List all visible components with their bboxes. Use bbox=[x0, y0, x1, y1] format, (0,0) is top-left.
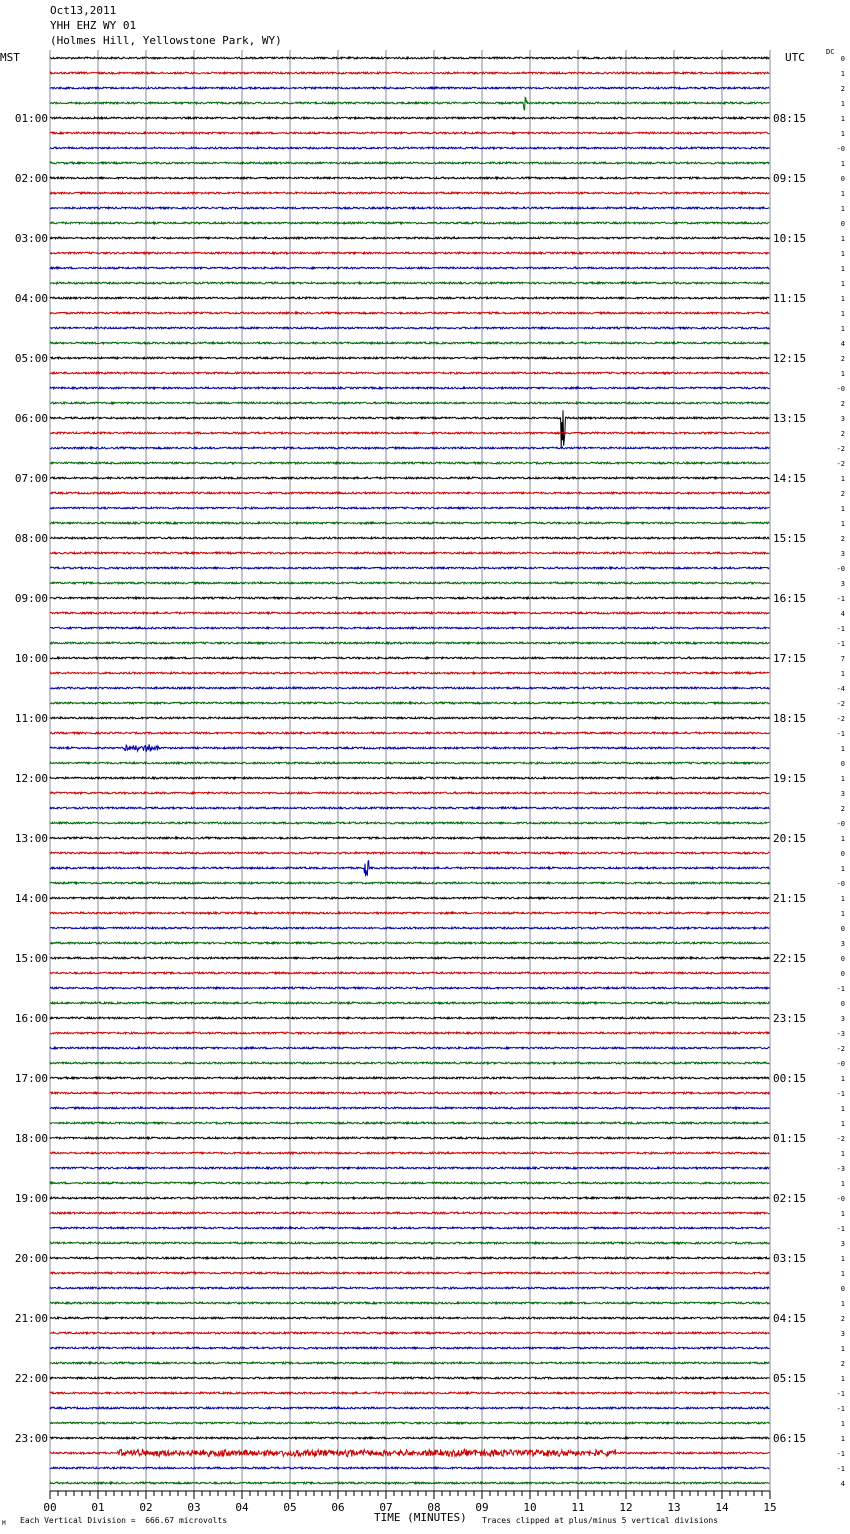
dc-offset-value: 2 bbox=[840, 85, 845, 93]
mst-hour-label: 11:00 bbox=[14, 712, 48, 725]
station-code: YHH EHZ WY 01 bbox=[50, 19, 137, 32]
dc-offset-value: -1 bbox=[836, 1450, 845, 1458]
dc-offset-value: 1 bbox=[840, 1270, 845, 1278]
seismic-trace bbox=[50, 1017, 769, 1019]
mst-hour-label: 20:00 bbox=[14, 1252, 48, 1265]
seismic-trace bbox=[50, 1167, 769, 1169]
dc-offset-value: 0 bbox=[840, 925, 845, 933]
dc-offset-value: -2 bbox=[836, 1045, 845, 1053]
seismic-trace bbox=[50, 777, 769, 779]
seismic-trace bbox=[50, 387, 769, 389]
seismic-trace bbox=[50, 807, 769, 809]
seismic-trace bbox=[50, 162, 769, 164]
dc-offset-value: 0 bbox=[840, 55, 845, 63]
seismic-trace bbox=[50, 612, 769, 614]
utc-hour-label: 04:15 bbox=[773, 1312, 807, 1325]
dc-offset-value: 3 bbox=[840, 1330, 845, 1338]
seismic-trace bbox=[50, 1467, 769, 1469]
seismic-trace bbox=[50, 410, 769, 448]
dc-offset-value: 0 bbox=[840, 175, 845, 183]
dc-offset-value: 1 bbox=[840, 1150, 845, 1158]
mst-hour-label: 18:00 bbox=[14, 1132, 48, 1145]
dc-offset-value: 1 bbox=[840, 835, 845, 843]
dc-offset-value: 2 bbox=[840, 430, 845, 438]
seismic-trace bbox=[50, 897, 769, 899]
seismic-trace bbox=[50, 1032, 769, 1034]
seismic-trace bbox=[50, 117, 769, 119]
seismic-trace bbox=[50, 1407, 769, 1409]
utc-hour-label: 03:15 bbox=[773, 1252, 807, 1265]
left-timezone-label: MST bbox=[0, 51, 20, 64]
dc-offset-value: 0 bbox=[840, 970, 845, 978]
dc-offset-value: 1 bbox=[840, 115, 845, 123]
dc-offset-value: 1 bbox=[840, 1075, 845, 1083]
seismic-trace bbox=[50, 1137, 769, 1139]
seismic-trace bbox=[50, 372, 769, 374]
seismic-trace bbox=[50, 657, 769, 659]
mst-hour-label: 04:00 bbox=[14, 292, 48, 305]
seismic-trace bbox=[50, 642, 769, 644]
utc-hour-label: 10:15 bbox=[773, 232, 807, 245]
x-tick-label: 06 bbox=[331, 1501, 345, 1514]
dc-offset-value: 4 bbox=[840, 610, 845, 618]
utc-hour-label: 11:15 bbox=[773, 292, 807, 305]
dc-offset-value: 1 bbox=[840, 130, 845, 138]
dc-offset-value: -2 bbox=[836, 460, 845, 468]
corner-mark: M bbox=[2, 1520, 6, 1527]
seismic-trace bbox=[50, 1422, 769, 1424]
x-tick-label: 11 bbox=[571, 1501, 585, 1514]
seismic-trace bbox=[50, 912, 769, 914]
dc-offset-value: 1 bbox=[840, 775, 845, 783]
dc-offset-value: 1 bbox=[840, 1345, 845, 1353]
seismic-trace bbox=[50, 462, 769, 464]
dc-offset-value: 1 bbox=[840, 865, 845, 873]
seismic-trace bbox=[50, 1152, 769, 1154]
seismic-trace bbox=[50, 1107, 769, 1109]
seismic-trace bbox=[50, 567, 769, 569]
utc-hour-label: 06:15 bbox=[773, 1432, 807, 1445]
dc-offset-value: 0 bbox=[840, 220, 845, 228]
mst-hour-label: 12:00 bbox=[14, 772, 48, 785]
utc-hour-label: 23:15 bbox=[773, 1012, 807, 1025]
dc-offset-value: 2 bbox=[840, 355, 845, 363]
dc-offset-value: -0 bbox=[836, 880, 845, 888]
dc-offset-value: -1 bbox=[836, 1390, 845, 1398]
utc-hour-label: 01:15 bbox=[773, 1132, 807, 1145]
seismic-trace bbox=[50, 852, 769, 854]
right-timezone-label: UTC bbox=[785, 51, 805, 64]
seismic-trace bbox=[50, 972, 769, 974]
mst-hour-label: 10:00 bbox=[14, 652, 48, 665]
seismic-trace bbox=[50, 1047, 769, 1049]
dc-offset-value: -1 bbox=[836, 625, 845, 633]
utc-hour-label: 15:15 bbox=[773, 532, 807, 545]
x-tick-label: 08 bbox=[427, 1501, 441, 1514]
dc-offset-value: 1 bbox=[840, 1180, 845, 1188]
utc-hour-label: 09:15 bbox=[773, 172, 807, 185]
seismic-trace bbox=[50, 537, 769, 539]
dc-offset-value: 1 bbox=[840, 1105, 845, 1113]
seismic-trace bbox=[50, 342, 769, 344]
dc-offset-value: 1 bbox=[840, 1375, 845, 1383]
dc-offset-value: 0 bbox=[840, 1000, 845, 1008]
seismic-trace bbox=[50, 860, 769, 876]
seismic-trace bbox=[50, 582, 769, 584]
utc-hour-label: 17:15 bbox=[773, 652, 807, 665]
dc-offset-value: 3 bbox=[840, 790, 845, 798]
seismic-trace bbox=[50, 207, 769, 209]
x-tick-label: 15 bbox=[763, 1501, 777, 1514]
dc-offset-value: 3 bbox=[840, 580, 845, 588]
x-tick-label: 05 bbox=[283, 1501, 297, 1514]
seismic-trace bbox=[50, 192, 769, 194]
seismic-trace bbox=[50, 1362, 769, 1364]
dc-offset-value: 0 bbox=[840, 760, 845, 768]
dc-offset-value: 3 bbox=[840, 1240, 845, 1248]
mst-hour-label: 23:00 bbox=[14, 1432, 48, 1445]
x-tick-label: 07 bbox=[379, 1501, 393, 1514]
seismic-trace bbox=[50, 57, 769, 59]
scale-note: Each Vertical Division = 666.67 microvolts bbox=[20, 1516, 228, 1525]
dc-offset-value: 2 bbox=[840, 805, 845, 813]
seismic-trace bbox=[50, 507, 769, 509]
mst-hour-label: 05:00 bbox=[14, 352, 48, 365]
seismic-trace bbox=[50, 252, 769, 254]
utc-hour-label: 22:15 bbox=[773, 952, 807, 965]
x-tick-label: 14 bbox=[715, 1501, 729, 1514]
dc-offset-value: 1 bbox=[840, 1435, 845, 1443]
utc-hour-label: 21:15 bbox=[773, 892, 807, 905]
dc-offset-value: 1 bbox=[840, 910, 845, 918]
dc-offset-value: 2 bbox=[840, 535, 845, 543]
seismic-trace bbox=[50, 177, 769, 179]
dc-offset-value: -1 bbox=[836, 1465, 845, 1473]
seismic-trace bbox=[50, 1077, 769, 1079]
dc-offset-value: -3 bbox=[836, 1165, 845, 1173]
dc-offset-value: -2 bbox=[836, 1135, 845, 1143]
dc-offset-value: 7 bbox=[840, 655, 845, 663]
dc-offset-value: 1 bbox=[840, 160, 845, 168]
utc-hour-label: 00:15 bbox=[773, 1072, 807, 1085]
utc-hour-label: 05:15 bbox=[773, 1372, 807, 1385]
utc-hour-label: 12:15 bbox=[773, 352, 807, 365]
mst-hour-label: 03:00 bbox=[14, 232, 48, 245]
seismic-trace bbox=[50, 1212, 769, 1214]
dc-offset-value: 1 bbox=[840, 1210, 845, 1218]
seismic-trace bbox=[50, 222, 769, 224]
seismic-trace bbox=[50, 1122, 769, 1124]
seismic-trace bbox=[50, 97, 769, 110]
x-tick-label: 02 bbox=[139, 1501, 153, 1514]
seismic-trace bbox=[50, 1257, 769, 1259]
x-tick-label: 00 bbox=[43, 1501, 57, 1514]
seismic-trace bbox=[50, 1287, 769, 1289]
seismic-trace bbox=[50, 927, 769, 929]
dc-offset-value: 2 bbox=[840, 1360, 845, 1368]
seismic-trace bbox=[50, 687, 769, 689]
dc-offset-value: 2 bbox=[840, 490, 845, 498]
seismic-trace bbox=[50, 1092, 769, 1094]
utc-hour-label: 18:15 bbox=[773, 712, 807, 725]
seismic-trace bbox=[50, 492, 769, 494]
x-tick-label: 04 bbox=[235, 1501, 249, 1514]
plot-date: Oct13,2011 bbox=[50, 4, 117, 17]
seismic-trace bbox=[50, 672, 769, 674]
dc-offset-value: 2 bbox=[840, 400, 845, 408]
seismic-trace bbox=[50, 312, 769, 314]
mst-hour-label: 17:00 bbox=[14, 1072, 48, 1085]
dc-offset-header: DC bbox=[826, 48, 835, 56]
mst-hour-label: 02:00 bbox=[14, 172, 48, 185]
seismic-trace bbox=[50, 627, 769, 629]
dc-offset-value: -2 bbox=[836, 445, 845, 453]
dc-offset-value: 3 bbox=[840, 1015, 845, 1023]
dc-offset-value: 3 bbox=[840, 940, 845, 948]
clip-note: Traces clipped at plus/minus 5 vertical divisions bbox=[482, 1516, 719, 1525]
seismic-trace bbox=[50, 1482, 769, 1484]
x-tick-label: 12 bbox=[619, 1501, 633, 1514]
seismic-trace bbox=[50, 552, 769, 554]
dc-offset-value: -0 bbox=[836, 1060, 845, 1068]
dc-offset-value: 0 bbox=[840, 850, 845, 858]
dc-offset-value: 1 bbox=[840, 190, 845, 198]
seismic-trace bbox=[50, 822, 769, 824]
dc-offset-value: 1 bbox=[840, 310, 845, 318]
mst-hour-label: 21:00 bbox=[14, 1312, 48, 1325]
seismic-trace bbox=[50, 987, 769, 989]
seismic-trace bbox=[50, 522, 769, 524]
seismic-trace bbox=[50, 1242, 769, 1244]
dc-offset-value: 1 bbox=[840, 370, 845, 378]
x-axis-title: TIME (MINUTES) bbox=[374, 1511, 467, 1524]
dc-offset-value: 1 bbox=[840, 1255, 845, 1263]
dc-offset-value: 1 bbox=[840, 70, 845, 78]
seismic-trace bbox=[50, 132, 769, 134]
dc-offset-value: -3 bbox=[836, 1030, 845, 1038]
utc-hour-label: 02:15 bbox=[773, 1192, 807, 1205]
dc-offset-value: -2 bbox=[836, 715, 845, 723]
seismic-trace bbox=[50, 282, 769, 284]
seismic-trace bbox=[50, 744, 769, 751]
seismic-trace bbox=[50, 762, 769, 764]
dc-offset-value: 1 bbox=[840, 670, 845, 678]
dc-offset-value: 1 bbox=[840, 250, 845, 258]
utc-hour-label: 20:15 bbox=[773, 832, 807, 845]
dc-offset-value: 4 bbox=[840, 1480, 845, 1488]
dc-offset-value: 1 bbox=[840, 280, 845, 288]
utc-hour-label: 08:15 bbox=[773, 112, 807, 125]
seismic-trace bbox=[50, 732, 769, 734]
seismic-trace bbox=[50, 447, 769, 449]
seismic-trace bbox=[50, 1182, 769, 1184]
mst-hour-label: 06:00 bbox=[14, 412, 48, 425]
seismic-trace bbox=[50, 327, 769, 329]
mst-hour-label: 13:00 bbox=[14, 832, 48, 845]
seismic-trace bbox=[50, 1347, 769, 1349]
dc-offset-value: -1 bbox=[836, 595, 845, 603]
x-tick-label: 09 bbox=[475, 1501, 489, 1514]
dc-offset-value: 1 bbox=[840, 1420, 845, 1428]
dc-offset-value: 0 bbox=[840, 1285, 845, 1293]
dc-offset-value: 1 bbox=[840, 295, 845, 303]
dc-offset-value: 1 bbox=[840, 205, 845, 213]
dc-offset-value: 1 bbox=[840, 235, 845, 243]
utc-hour-label: 13:15 bbox=[773, 412, 807, 425]
x-tick-label: 03 bbox=[187, 1501, 201, 1514]
seismic-trace bbox=[50, 942, 769, 944]
utc-hour-label: 14:15 bbox=[773, 472, 807, 485]
dc-offset-value: -1 bbox=[836, 985, 845, 993]
dc-offset-value: -0 bbox=[836, 565, 845, 573]
dc-offset-value: 1 bbox=[840, 265, 845, 273]
seismic-trace bbox=[50, 957, 769, 959]
dc-offset-value: 1 bbox=[840, 1300, 845, 1308]
seismic-trace bbox=[50, 147, 769, 149]
seismic-trace bbox=[50, 1377, 769, 1379]
dc-offset-value: -0 bbox=[836, 820, 845, 828]
mst-hour-label: 09:00 bbox=[14, 592, 48, 605]
seismic-trace bbox=[50, 87, 769, 89]
dc-offset-value: 1 bbox=[840, 1120, 845, 1128]
seismic-trace bbox=[50, 702, 769, 704]
dc-offset-value: -4 bbox=[836, 685, 845, 693]
seismic-trace bbox=[50, 1437, 769, 1439]
seismic-trace bbox=[50, 837, 769, 839]
seismic-trace bbox=[50, 1332, 769, 1334]
dc-offset-value: -0 bbox=[836, 145, 845, 153]
dc-offset-value: -1 bbox=[836, 1405, 845, 1413]
station-location: (Holmes Hill, Yellowstone Park, WY) bbox=[50, 34, 282, 47]
mst-hour-label: 16:00 bbox=[14, 1012, 48, 1025]
seismic-trace bbox=[50, 1317, 769, 1319]
dc-offset-value: 3 bbox=[840, 415, 845, 423]
mst-hour-label: 08:00 bbox=[14, 532, 48, 545]
dc-offset-value: 1 bbox=[840, 505, 845, 513]
dc-offset-value: 1 bbox=[840, 475, 845, 483]
seismic-trace bbox=[50, 477, 769, 479]
x-tick-label: 13 bbox=[667, 1501, 681, 1514]
dc-offset-value: -1 bbox=[836, 1090, 845, 1098]
seismic-trace bbox=[50, 72, 769, 74]
seismic-trace bbox=[50, 1302, 769, 1304]
seismic-trace bbox=[50, 402, 769, 404]
utc-hour-label: 16:15 bbox=[773, 592, 807, 605]
mst-hour-label: 07:00 bbox=[14, 472, 48, 485]
seismic-trace bbox=[50, 267, 769, 269]
seismic-trace bbox=[50, 717, 769, 719]
x-tick-label: 10 bbox=[523, 1501, 537, 1514]
seismic-trace bbox=[50, 237, 769, 239]
mst-hour-label: 14:00 bbox=[14, 892, 48, 905]
seismic-trace bbox=[50, 597, 769, 599]
seismic-trace bbox=[50, 1062, 769, 1064]
seismic-trace bbox=[50, 1227, 769, 1229]
seismic-trace bbox=[50, 432, 769, 434]
dc-offset-value: 2 bbox=[840, 1315, 845, 1323]
dc-offset-value: -1 bbox=[836, 640, 845, 648]
mst-hour-label: 19:00 bbox=[14, 1192, 48, 1205]
seismic-trace bbox=[50, 357, 769, 359]
seismic-trace bbox=[50, 297, 769, 299]
dc-offset-value: 4 bbox=[840, 340, 845, 348]
dc-offset-value: -1 bbox=[836, 730, 845, 738]
dc-offset-value: 3 bbox=[840, 550, 845, 558]
seismic-trace bbox=[50, 1002, 769, 1004]
dc-offset-value: -0 bbox=[836, 1195, 845, 1203]
x-tick-label: 01 bbox=[91, 1501, 105, 1514]
dc-offset-value: -1 bbox=[836, 1225, 845, 1233]
dc-offset-value: 0 bbox=[840, 955, 845, 963]
dc-offset-value: 1 bbox=[840, 895, 845, 903]
dc-offset-value: -2 bbox=[836, 700, 845, 708]
dc-offset-value: 1 bbox=[840, 745, 845, 753]
utc-hour-label: 19:15 bbox=[773, 772, 807, 785]
mst-hour-label: 15:00 bbox=[14, 952, 48, 965]
dc-offset-value: 1 bbox=[840, 325, 845, 333]
seismic-trace bbox=[50, 1392, 769, 1394]
seismic-trace bbox=[50, 1197, 769, 1199]
dc-offset-value: 1 bbox=[840, 520, 845, 528]
dc-offset-value: -0 bbox=[836, 385, 845, 393]
dc-offset-value: 1 bbox=[840, 100, 845, 108]
mst-hour-label: 01:00 bbox=[14, 112, 48, 125]
seismic-trace bbox=[50, 1449, 769, 1457]
seismic-trace bbox=[50, 792, 769, 794]
seismic-trace bbox=[50, 882, 769, 884]
mst-hour-label: 22:00 bbox=[14, 1372, 48, 1385]
seismic-trace bbox=[50, 1272, 769, 1274]
